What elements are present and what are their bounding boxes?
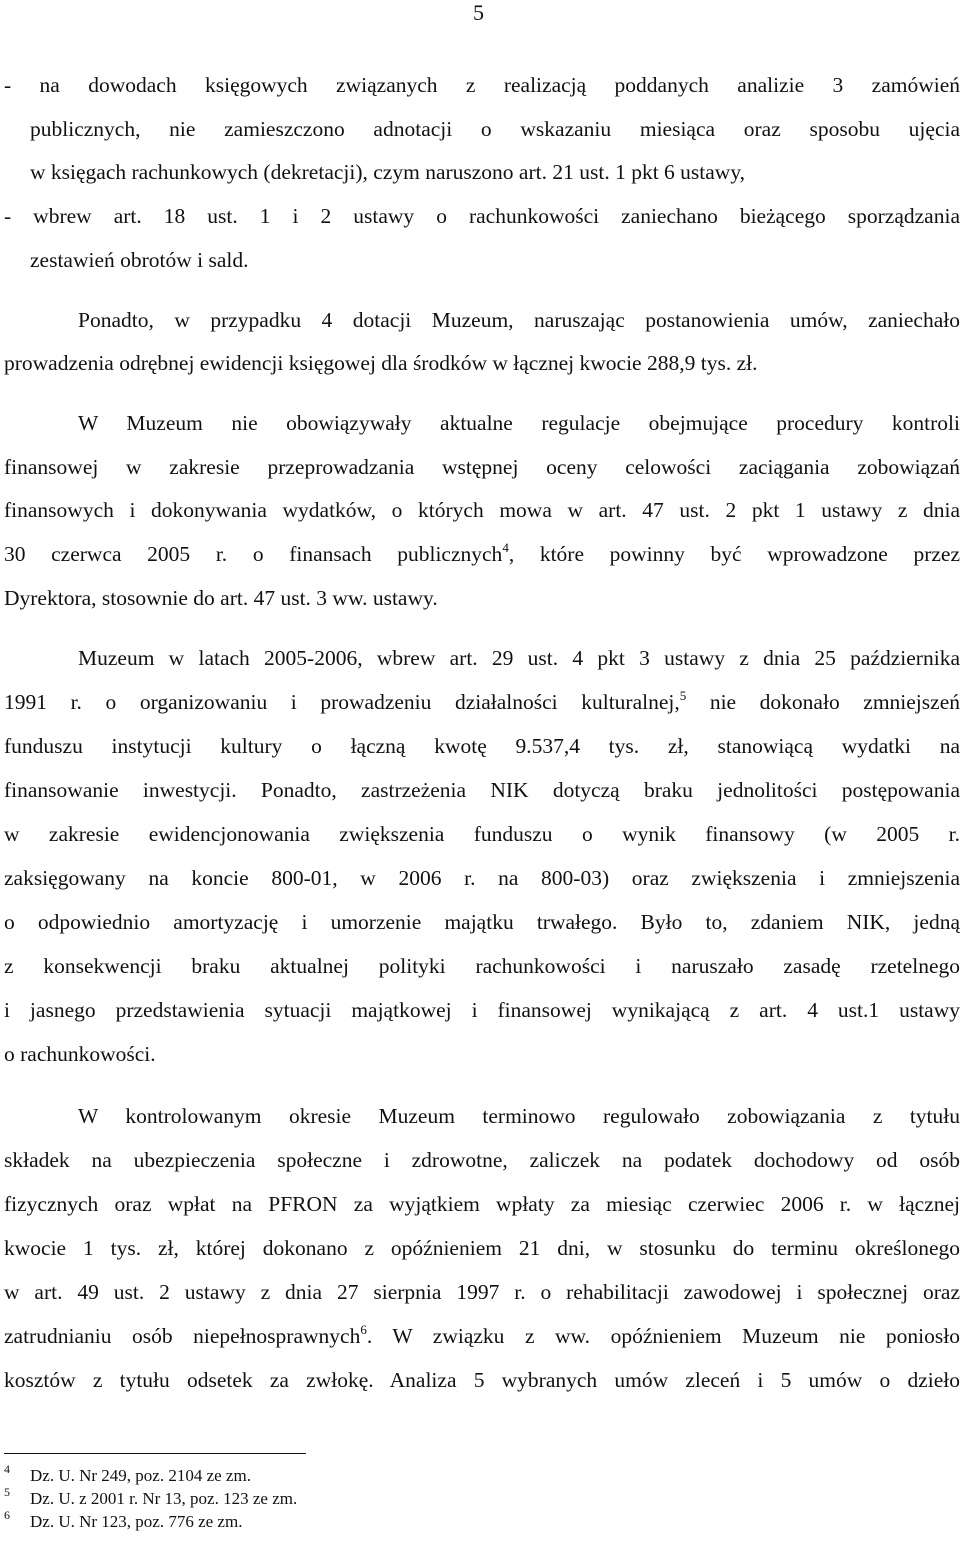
paragraph-line: w art. 49 ust. 2 ustawy z dnia 27 sierpnia 1997 r. o rehabilitacji zawodowej i społecznej oraz — [4, 1280, 960, 1304]
text-run: 1991 r. o organizowaniu i prowadzeniu działalności kulturalnej, — [4, 690, 680, 714]
paragraph-line: i jasnego przedstawienia sytuacji majątkowej i finansowej wynikającą z art. 4 ust.1 ustawy — [4, 998, 960, 1022]
paragraph-line: kwocie 1 tys. zł, której dokonano z opóźnieniem 21 dni, w stosunku do terminu określonego — [4, 1236, 960, 1260]
text-run: , które powinny być wprowadzone przez — [508, 542, 960, 566]
paragraph-line: Ponadto, w przypadku 4 dotacji Muzeum, naruszając postanowienia umów, zaniechało — [78, 308, 960, 332]
paragraph-line: o odpowiednio amortyzację i umorzenie majątku trwałego. Było to, zdaniem NIK, jedną — [4, 910, 960, 934]
bullet-line: zestawień obrotów i sald. — [30, 248, 249, 272]
paragraph-line: finansowych i dokonywania wydatków, o których mowa w art. 47 ust. 2 pkt 1 ustawy z dnia — [4, 498, 960, 522]
footnote-number: 5 — [4, 1485, 10, 1499]
footnote-ref: 6 — [360, 1322, 367, 1337]
footnote-number: 4 — [4, 1462, 10, 1476]
bullet-line: - wbrew art. 18 ust. 1 i 2 ustawy o rachunkowości zaniechano bieżącego sporządzania — [4, 204, 960, 228]
bullet-line: w księgach rachunkowych (dekretacji), czym naruszono art. 21 ust. 1 pkt 6 ustawy, — [30, 160, 746, 184]
text-run: zatrudnianiu osób niepełnosprawnych — [4, 1324, 361, 1348]
page-number: 5 — [473, 0, 484, 25]
paragraph-line: finansowanie inwestycji. Ponadto, zastrzeżenia NIK dotyczą braku jednolitości postępowania — [4, 778, 960, 802]
footnote-separator — [4, 1453, 306, 1454]
text-run: . W związku z ww. opóźnieniem Muzeum nie poniosło — [366, 1324, 960, 1348]
paragraph-line: prowadzenia odrębnej ewidencji księgowej dla środków w łącznej kwocie 288,9 tys. zł. — [4, 351, 758, 375]
footnote-text: Dz. U. z 2001 r. Nr 13, poz. 123 ze zm. — [30, 1489, 298, 1508]
paragraph-line — [0, 689, 960, 715]
text-run: 30 czerwca 2005 r. o finansach publicznych — [4, 542, 503, 566]
text-run: nie dokonało zmniejszeń — [686, 690, 960, 714]
paragraph-line: z konsekwencji braku aktualnej polityki rachunkowości i naruszało zasadę rzetelnego — [4, 954, 960, 978]
bullet-line: publicznych, nie zamieszczono adnotacji o wskazaniu miesiąca oraz sposobu ujęcia — [30, 117, 960, 141]
paragraph-line: Dyrektora, stosownie do art. 47 ust. 3 ww. ustawy. — [4, 586, 438, 610]
footnote-ref: 4 — [502, 540, 509, 555]
bullet-line: - na dowodach księgowych związanych z realizacją poddanych analizie 3 zamówień — [4, 73, 960, 97]
footnote-number: 6 — [4, 1508, 10, 1522]
paragraph-line: funduszu instytucji kultury o łączną kwotę 9.537,4 tys. zł, stanowiącą wydatki na — [4, 734, 960, 758]
paragraph-line: składek na ubezpieczenia społeczne i zdrowotne, zaliczek na podatek dochodowy od osób — [4, 1148, 960, 1172]
paragraph-line: o rachunkowości. — [4, 1042, 156, 1066]
footnote-ref: 5 — [679, 688, 687, 703]
footnote-text: Dz. U. Nr 249, poz. 2104 ze zm. — [30, 1466, 251, 1485]
paragraph-line: zaksięgowany na koncie 800-01, w 2006 r. na 800-03) oraz zwiększenia i zmniejszenia — [4, 866, 960, 890]
paragraph-line: W Muzeum nie obowiązywały aktualne regulacje obejmujące procedury kontroli — [78, 411, 960, 435]
paragraph-line: W kontrolowanym okresie Muzeum terminowo regulowało zobowiązania z tytułu — [78, 1104, 960, 1128]
paragraph-line — [0, 541, 960, 567]
footnote-text: Dz. U. Nr 123, poz. 776 ze zm. — [30, 1512, 243, 1531]
paragraph-line: finansowej w zakresie przeprowadzania wstępnej oceny celowości zaciągania zobowiązań — [4, 455, 960, 479]
paragraph-line: fizycznych oraz wpłat na PFRON za wyjątkiem wpłaty za miesiąc czerwiec 2006 r. w łącznej — [4, 1192, 960, 1216]
paragraph-line: kosztów z tytułu odsetek za zwłokę. Analiza 5 wybranych umów zleceń i 5 umów o dzieło — [4, 1368, 960, 1392]
paragraph-line — [0, 1323, 960, 1349]
paragraph-line: w zakresie ewidencjonowania zwiększenia funduszu o wynik finansowy (w 2005 r. — [4, 822, 960, 846]
paragraph-line: Muzeum w latach 2005-2006, wbrew art. 29 ust. 4 pkt 3 ustawy z dnia 25 października — [78, 646, 960, 670]
